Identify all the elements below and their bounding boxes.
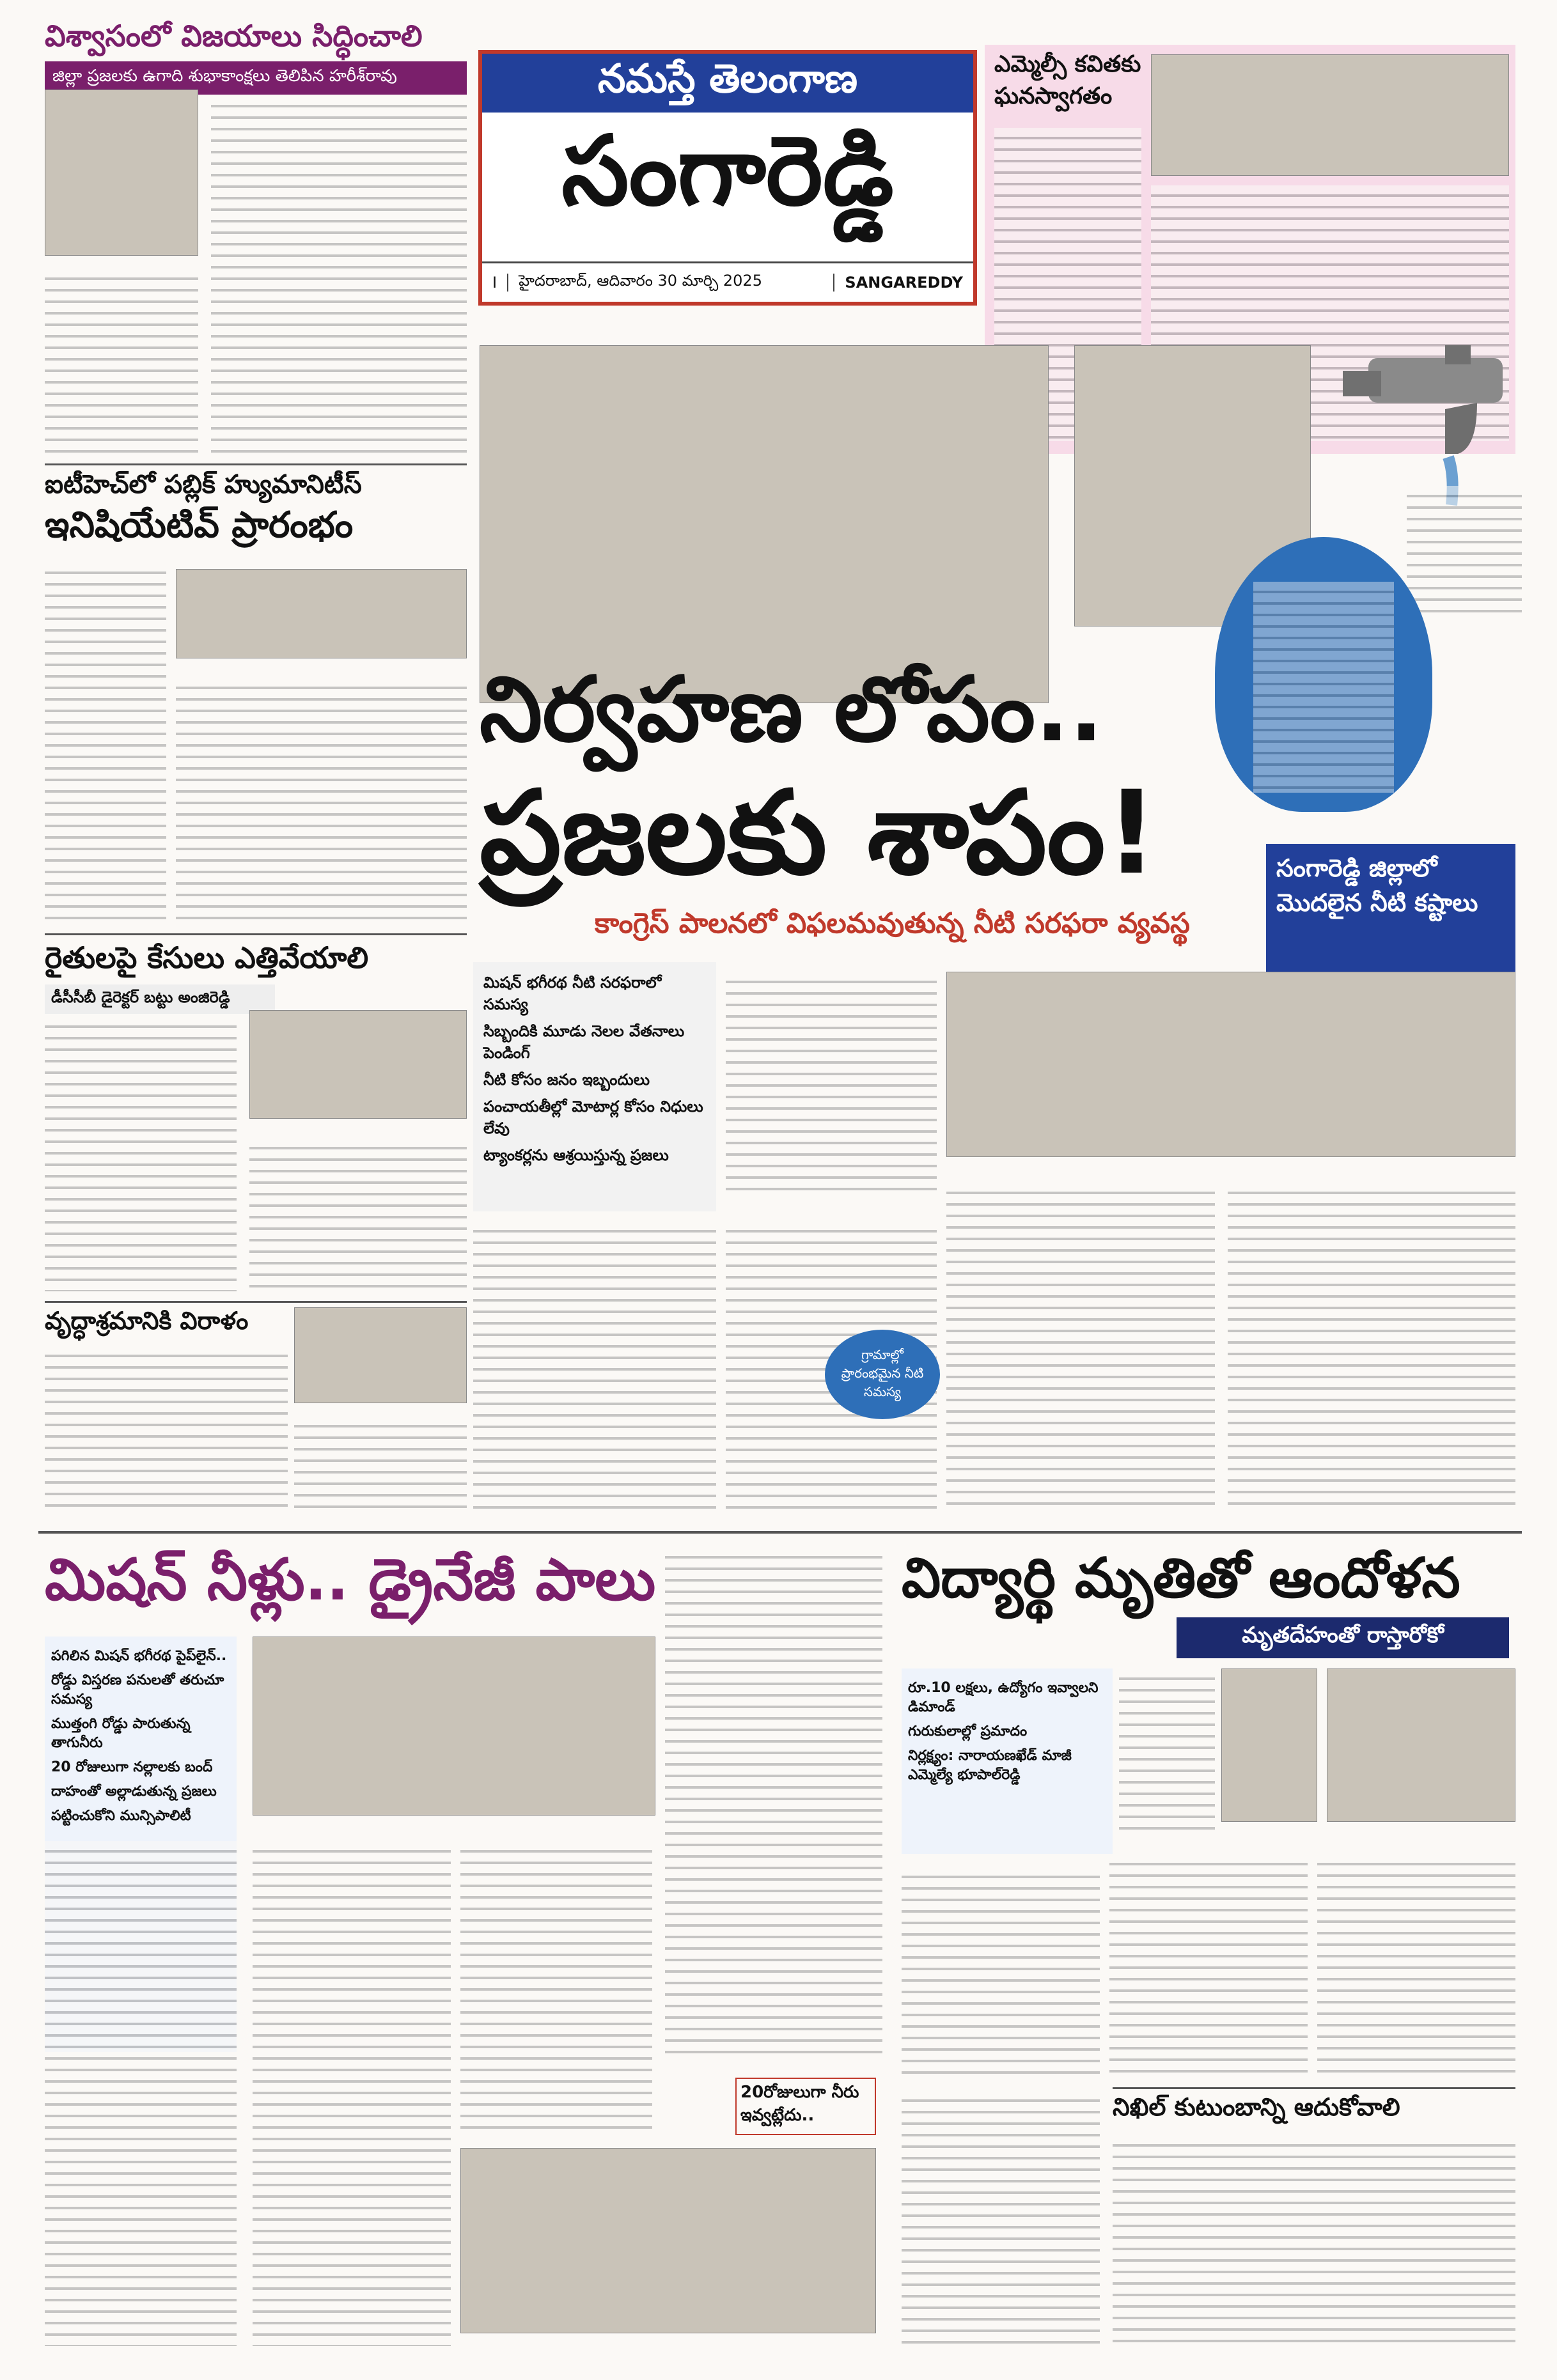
blue-sidebar-text — [1253, 582, 1394, 793]
story2-body — [45, 563, 166, 921]
kavitha-title: ఎమ్మెల్సీ కవితకు — [994, 51, 1141, 77]
story4-body — [45, 1346, 288, 1509]
story1-body-left — [45, 268, 198, 454]
story1-subhead: జిల్లా ప్రజలకు ఉగాది శుభాకాంక్షలు తెలిపిన హరీశ్‌రావు — [45, 61, 467, 95]
divider — [45, 463, 467, 465]
pipeline-leak-photo — [946, 972, 1515, 1157]
protest-photo — [1327, 1668, 1515, 1822]
kavitha-photo — [1151, 54, 1509, 176]
bullet-item: మిషన్ భగీరథ నీటి సరఫరాలో సమస్య — [483, 974, 662, 1013]
bullet-item: ముత్తంగి రోడ్డు పారుతున్న తాగునీరు — [51, 1716, 191, 1751]
bottom-left-body-1 — [45, 1841, 237, 2346]
bullet-item: సిబ్బందికి మూడు నెలల వేతనాలు పెండింగ్ — [483, 1022, 685, 1062]
story3-subhead: డీసీసీబీ డైరెక్టర్ బట్టు అంజిరెడ్డి — [45, 984, 275, 1014]
bullet-item: 20 రోజులుగా నల్లాలకు బంద్ — [51, 1759, 213, 1775]
bullet-item: రోడ్డు విస్తరణ పనులతో తరుచూ సమస్య — [51, 1672, 224, 1707]
water-drop-tag: గ్రామాల్లో ప్రారంభమైన నీటి సమస్య — [825, 1330, 940, 1419]
divider — [38, 1531, 1522, 1534]
women-water-photo — [480, 345, 1049, 703]
brand-banner: నమస్తే తెలంగాణ — [482, 54, 973, 113]
bottom-right-body-2 — [902, 1867, 1100, 2078]
edition-en: SANGAREDDY — [833, 274, 973, 292]
callout-box: 20రోజులుగా నీరు ఇవ్వట్లేదు.. — [735, 2078, 876, 2135]
bullet-item: నీటి కోసం జనం ఇబ్బందులు — [483, 1071, 650, 1089]
student-photo — [1221, 1668, 1317, 1822]
story3-title: రైతులపై కేసులు ఎత్తివేయాలి — [45, 940, 369, 975]
bottom-right-body-5 — [902, 2090, 1100, 2346]
story1-title: విశ్వాసంలో విజయాలు సిద్ధించాలి — [45, 19, 423, 53]
harish-rao-photo — [45, 89, 198, 256]
issue-number: I — [482, 274, 508, 292]
divider — [45, 933, 467, 935]
bullet-item: గురుకులాల్లో ప్రమాదం — [908, 1723, 1028, 1739]
bottom-right-body-3 — [1109, 1854, 1308, 2078]
bullet-item: ట్యాంకర్లను ఆశ్రయిస్తున్న ప్రజలు — [483, 1146, 669, 1164]
lead-body-1 — [726, 972, 937, 1195]
bullet-item: రూ.10 లక్షలు, ఉద్యోగం ఇవ్వాలని డిమాండ్ — [908, 1680, 1099, 1715]
bullet-item: పగిలిన మిషన్ భగీరథ పైప్‌లైన్.. — [51, 1648, 227, 1664]
drainage-photo — [253, 1637, 655, 1816]
lead-body-5 — [1228, 1183, 1515, 1509]
story2-title: ఐటీహెచ్‌లో పబ్లిక్ హ్యుమానిటీస్ — [45, 470, 362, 499]
bottom-right-body-6 — [1113, 2135, 1515, 2346]
side-title-box: సంగారెడ్డి జిల్లాలో మొదలైన నీటి కష్టాలు — [1266, 844, 1515, 978]
lead-headline-b: ప్రజలకు శాపం! — [480, 766, 1158, 900]
ribbon: మృతదేహంతో రాస్తారోకో — [1177, 1617, 1509, 1658]
bottom-right-bullets — [902, 1668, 1113, 1854]
tap-caption — [1407, 486, 1522, 614]
lead-deck: కాంగ్రెస్ పాలనలో విఫలమవుతున్న నీటి సరఫరా వ్యవస్థ — [595, 907, 1190, 940]
story2-title: నిఖిల్ కుటుంబాన్ని ఆదుకోవాలి — [1113, 2093, 1400, 2121]
dateline-bar — [482, 261, 973, 302]
farmers-photo — [249, 1010, 467, 1119]
bullet-item: నిర్లక్ష్యం: నారాయణఖేడ్ మాజీ ఎమ్మెల్యే భూపాల్‌రెడ్డి — [908, 1748, 1072, 1783]
story4-title: వృద్ధాశ్రమానికి విరాళం — [45, 1307, 249, 1335]
divider — [45, 1301, 467, 1303]
bullet-item: పంచాయతీల్లో మోటార్ల కోసం నిధులు లేవు — [483, 1098, 703, 1137]
bottom-left-body-4 — [665, 1547, 882, 2058]
bottom-right-body-4 — [1317, 1854, 1515, 2078]
bullet-item: దాహంతో అల్లాడుతున్న ప్రజలు — [51, 1784, 217, 1800]
bullet-item: పట్టించుకోని మున్సిపాలిటీ — [51, 1808, 191, 1824]
lead-body-2 — [473, 1221, 716, 1509]
bottom-right-body-1 — [1119, 1668, 1215, 1835]
bottom-left-headline: మిషన్ నీళ్లు.. డ్రైనేజీ పాలు — [45, 1546, 656, 1614]
story3-body-b — [249, 1138, 467, 1291]
bottom-right-headline: విద్యార్థి మృతితో ఆందోళన — [902, 1546, 1460, 1610]
bullet-box — [473, 962, 716, 1211]
edition-title: సంగారెడ్డి — [561, 116, 894, 227]
construction-photo — [460, 2148, 876, 2333]
story4-body-b — [294, 1416, 467, 1509]
bottom-left-body-2 — [253, 1841, 451, 2346]
story2-body-b — [176, 678, 467, 921]
water-tap-icon — [1317, 332, 1522, 511]
oldage-home-photo — [294, 1307, 467, 1403]
bottom-left-body-3 — [460, 1841, 652, 2129]
lead-headline-a: నిర్వహణ లోపం.. — [480, 658, 1104, 762]
dateline: హైదరాబాద్, ఆదివారం 30 మార్చి 2025 — [519, 272, 762, 290]
story2-title-b: ఇనిషియేటివ్ ప్రారంభం — [45, 504, 354, 546]
masthead — [478, 50, 977, 306]
kavitha-title-b: ఘనస్వాగతం — [994, 83, 1113, 109]
story3-body — [45, 1016, 237, 1291]
ith-group-photo — [176, 569, 467, 658]
lead-body-4 — [946, 1183, 1215, 1509]
divider — [1113, 2087, 1515, 2089]
story1-body — [211, 96, 467, 454]
